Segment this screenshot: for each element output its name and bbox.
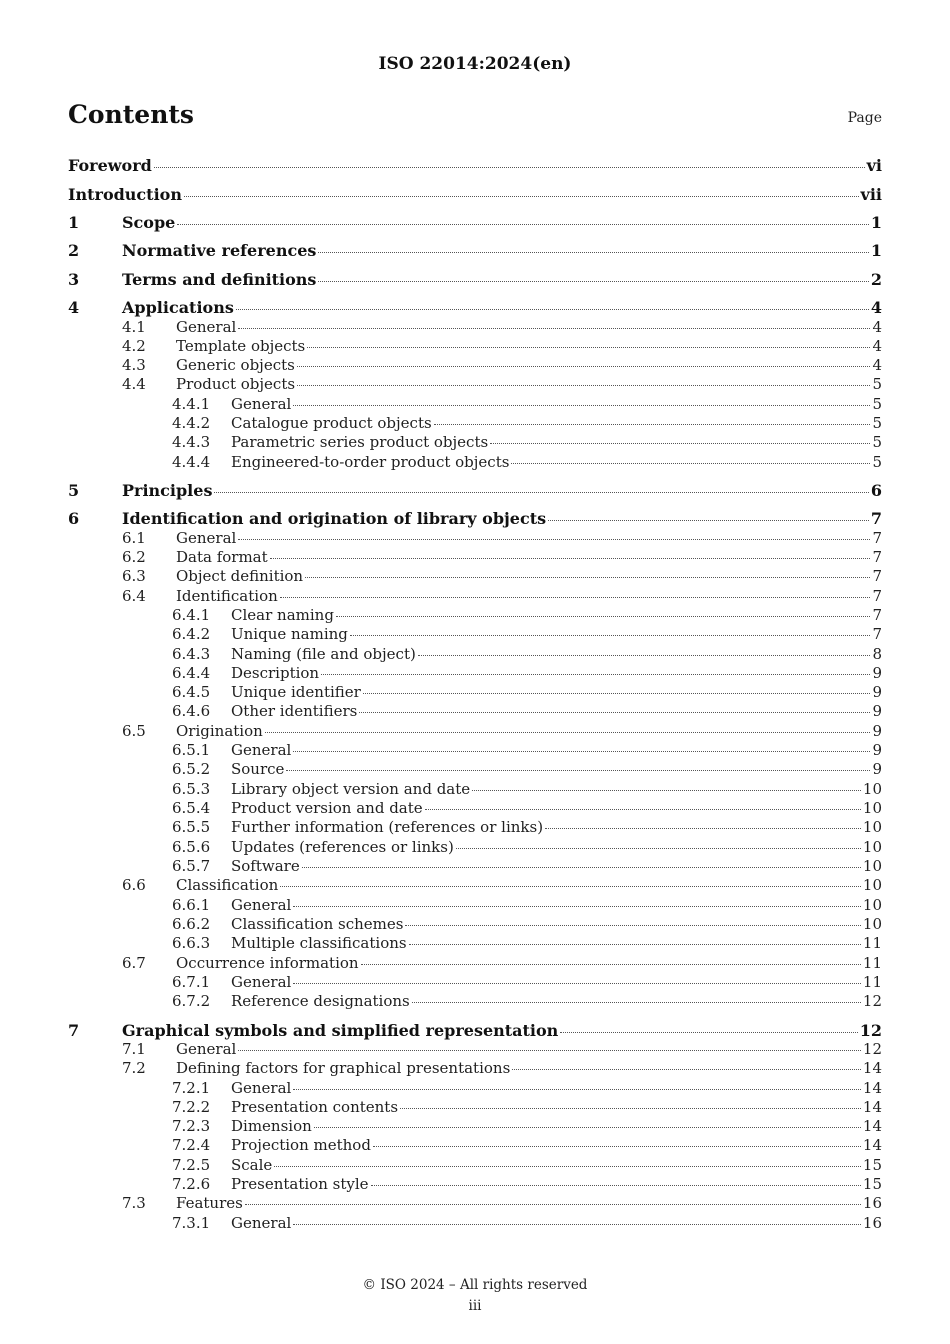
toc-entry[interactable] (68, 1040, 882, 1059)
toc-entry-page: 11 (862, 973, 882, 991)
dot-leader (321, 674, 870, 675)
toc-entry[interactable] (68, 934, 882, 953)
toc-entry-page: 10 (862, 838, 882, 856)
toc-entry-page: 14 (862, 1117, 882, 1135)
toc-entry-title: Generic objects (176, 356, 295, 374)
dot-leader (456, 848, 861, 849)
toc-entry-title: Scope (122, 213, 176, 232)
dot-leader (236, 309, 869, 310)
toc-entry[interactable] (68, 1098, 882, 1117)
page-number: iii (468, 1298, 482, 1314)
toc-entry-page: vi (866, 156, 882, 175)
dot-leader (265, 732, 871, 733)
toc-entry[interactable] (68, 722, 882, 741)
toc-entry[interactable] (68, 1214, 882, 1233)
toc-entry-title: Identification and origination of library objects (122, 509, 547, 528)
toc-entry-number: 4 (68, 298, 80, 317)
toc-entry[interactable] (68, 857, 882, 876)
dot-leader (238, 539, 870, 540)
toc-entry[interactable] (68, 1194, 882, 1213)
toc-entry-title: Template objects (176, 337, 306, 355)
dot-leader (297, 366, 871, 367)
dot-leader (302, 867, 861, 868)
toc-entry[interactable] (68, 433, 882, 452)
toc-entry[interactable] (68, 356, 882, 375)
toc-entry[interactable] (68, 625, 882, 644)
toc-entry-page: 11 (862, 934, 882, 952)
dot-leader (307, 347, 870, 348)
dot-leader (336, 616, 871, 617)
toc-entry-number: 6.7.1 (172, 973, 211, 991)
toc-entry[interactable] (68, 915, 882, 934)
dot-leader (280, 597, 871, 598)
toc-entry-title: General (231, 741, 292, 759)
toc-entry-number: 7.2.1 (172, 1079, 211, 1097)
toc-entry-title: Presentation style (231, 1175, 369, 1193)
dot-leader (184, 196, 859, 197)
toc-entry-page: 9 (872, 664, 882, 682)
toc-entry[interactable] (68, 838, 882, 857)
toc-entry-title: Updates (references or links) (231, 838, 454, 856)
dot-leader (154, 167, 865, 168)
toc-entry-number: 7.3 (122, 1194, 146, 1212)
toc-entry-title: Source (231, 760, 285, 778)
toc-entry-number: 7.2.6 (172, 1175, 211, 1193)
toc-entry-title: General (231, 973, 292, 991)
toc-entry-title: Product objects (176, 375, 296, 393)
toc-entry-page: 12 (862, 1040, 882, 1058)
dot-leader (318, 281, 868, 282)
toc-entry-page: 4 (870, 298, 882, 317)
toc-entry-number: 6.4.4 (172, 664, 211, 682)
toc-entry[interactable] (68, 453, 882, 472)
toc-entry-number: 4.4.1 (172, 395, 211, 413)
toc-entry[interactable] (68, 270, 882, 289)
toc-entry[interactable] (68, 645, 882, 664)
toc-entry-title: Classification schemes (231, 915, 404, 933)
toc-entry-number: 7.2.4 (172, 1136, 211, 1154)
toc-entry-title: Scale (231, 1156, 273, 1174)
toc-entry-number: 5 (68, 481, 80, 500)
dot-leader (418, 655, 871, 656)
toc-entry-number: 6.6.1 (172, 896, 211, 914)
toc-entry-number: 7.2.3 (172, 1117, 211, 1135)
dot-leader (293, 405, 870, 406)
toc-entry[interactable] (68, 1175, 882, 1194)
toc-entry-page: 12 (859, 1021, 882, 1040)
toc-entry-title: General (231, 395, 292, 413)
toc-entry-page: 4 (872, 318, 882, 336)
toc-entry[interactable] (68, 780, 882, 799)
toc-entry-title: Graphical symbols and simplified representation (122, 1021, 559, 1040)
toc-entry-number: 6.4.5 (172, 683, 211, 701)
toc-entry-page: 14 (862, 1059, 882, 1077)
toc-entry[interactable] (68, 481, 882, 500)
toc-entry-title: Origination (176, 722, 263, 740)
copyright-footer: © ISO 2024 – All rights reserved (362, 1277, 588, 1293)
toc-entry[interactable] (68, 1136, 882, 1155)
toc-entry-page: 5 (872, 414, 882, 432)
toc-entry-page: 10 (862, 915, 882, 933)
toc-entry-title: Terms and definitions (122, 270, 317, 289)
toc-entry-page: 15 (862, 1175, 882, 1193)
toc-entry[interactable] (68, 799, 882, 818)
toc-entry[interactable] (68, 414, 882, 433)
toc-entry[interactable] (68, 529, 882, 548)
toc-entry-page: 14 (862, 1079, 882, 1097)
toc-entry-title: Further information (references or links) (231, 818, 544, 836)
toc-entry-page: 7 (872, 587, 882, 605)
toc-entry[interactable] (68, 156, 882, 175)
toc-entry[interactable] (68, 375, 882, 394)
toc-entry-number: 6.5.6 (172, 838, 211, 856)
toc-entry-title: Identification (176, 587, 278, 605)
toc-entry-title: General (176, 529, 237, 547)
dot-leader (238, 1050, 861, 1051)
toc-entry-number: 6.4.1 (172, 606, 211, 624)
toc-entry-page: 5 (872, 433, 882, 451)
toc-entry[interactable] (68, 548, 882, 567)
toc-entry-number: 6.4.2 (172, 625, 211, 643)
toc-entry-page: 7 (872, 529, 882, 547)
toc-entry-title: Features (176, 1194, 243, 1212)
toc-entry-title: Dimension (231, 1117, 312, 1135)
dot-leader (293, 1089, 861, 1090)
toc-entry-title: General (231, 1214, 292, 1232)
toc-entry[interactable] (68, 896, 882, 915)
toc-entry-page: 10 (862, 799, 882, 817)
toc-entry-page: 7 (872, 625, 882, 643)
dot-leader (274, 1166, 861, 1167)
toc-entry-page: 9 (872, 683, 882, 701)
dot-leader (490, 443, 870, 444)
document-id-header: ISO 22014:2024(en) (378, 54, 572, 74)
toc-entry[interactable] (68, 760, 882, 779)
toc-entry-number: 6.1 (122, 529, 146, 547)
toc-entry-title: General (231, 896, 292, 914)
dot-leader (245, 1204, 861, 1205)
toc-entry-page: 1 (870, 241, 882, 260)
dot-leader (361, 964, 861, 965)
toc-entry-title: Occurrence information (176, 954, 359, 972)
toc-entry-page: 15 (862, 1156, 882, 1174)
toc-entry-title: Naming (file and object) (231, 645, 416, 663)
toc-entry-title: Catalogue product objects (231, 414, 432, 432)
toc-entry-page: 5 (872, 395, 882, 413)
dot-leader (472, 790, 861, 791)
toc-entry-number: 1 (68, 213, 80, 232)
dot-leader (238, 328, 870, 329)
page-column-label: Page (847, 110, 882, 126)
toc-entry-number: 4.1 (122, 318, 146, 336)
toc-entry-page: 10 (862, 857, 882, 875)
toc-entry-page: 4 (872, 356, 882, 374)
toc-entry[interactable] (68, 683, 882, 702)
toc-entry[interactable] (68, 1079, 882, 1098)
toc-entry[interactable] (68, 1021, 882, 1040)
toc-entry-title: Engineered-to-order product objects (231, 453, 510, 471)
toc-entry-page: 16 (862, 1194, 882, 1212)
dot-leader (545, 828, 861, 829)
toc-entry[interactable] (68, 876, 882, 895)
toc-entry[interactable] (68, 241, 882, 260)
dot-leader (412, 1002, 861, 1003)
toc-entry-number: 7.2.5 (172, 1156, 211, 1174)
toc-entry-number: 6.5.3 (172, 780, 211, 798)
toc-entry-title: Principles (122, 481, 213, 500)
dot-leader (359, 712, 870, 713)
dot-leader (293, 983, 861, 984)
toc-entry-number: 7.1 (122, 1040, 146, 1058)
dot-leader (363, 693, 871, 694)
toc-entry-title: Reference designations (231, 992, 410, 1010)
dot-leader (293, 751, 870, 752)
toc-entry[interactable] (68, 213, 882, 232)
toc-entry-number: 6.6 (122, 876, 146, 894)
toc-entry-title: Object definition (176, 567, 304, 585)
toc-entry[interactable] (68, 337, 882, 356)
toc-entry-page: 4 (872, 337, 882, 355)
toc-entry-number: 6.5.4 (172, 799, 211, 817)
toc-entry-number: 4.4.3 (172, 433, 211, 451)
toc-entry[interactable] (68, 509, 882, 528)
toc-entry-page: 7 (872, 548, 882, 566)
toc-entry[interactable] (68, 664, 882, 683)
toc-entry-number: 6 (68, 509, 80, 528)
dot-leader (286, 770, 870, 771)
toc-entry-title: Multiple classifications (231, 934, 407, 952)
dot-leader (318, 252, 868, 253)
toc-entry-number: 6.6.3 (172, 934, 211, 952)
toc-entry[interactable] (68, 587, 882, 606)
toc-entry-page: 10 (862, 818, 882, 836)
toc-entry-title: Normative references (122, 241, 317, 260)
toc-entry-title: General (176, 1040, 237, 1058)
toc-entry[interactable] (68, 1156, 882, 1175)
dot-leader (305, 577, 870, 578)
toc-entry-title: Introduction (68, 185, 182, 204)
toc-entry-page: 9 (872, 741, 882, 759)
toc-entry-page: 1 (870, 213, 882, 232)
toc-entry-page: 9 (872, 722, 882, 740)
toc-entry-number: 6.5.7 (172, 857, 211, 875)
toc-entry-title: General (231, 1079, 292, 1097)
toc-entry-page: 10 (862, 780, 882, 798)
toc-entry-page: 7 (870, 509, 882, 528)
toc-entry-number: 7.3.1 (172, 1214, 211, 1232)
toc-entry-title: Defining factors for graphical presentations (176, 1059, 511, 1077)
toc-entry-page: 10 (862, 896, 882, 914)
toc-entry-page: 12 (862, 992, 882, 1010)
toc-entry-title: Other identifiers (231, 702, 358, 720)
dot-leader (314, 1127, 861, 1128)
toc-entry-number: 3 (68, 270, 80, 289)
toc-entry-page: 8 (872, 645, 882, 663)
dot-leader (511, 463, 870, 464)
toc-entry-title: Projection method (231, 1136, 371, 1154)
toc-entry-number: 6.7 (122, 954, 146, 972)
dot-leader (560, 1032, 857, 1033)
toc-entry[interactable] (68, 818, 882, 837)
toc-entry-page: 10 (862, 876, 882, 894)
dot-leader (434, 424, 871, 425)
toc-entry[interactable] (68, 395, 882, 414)
toc-entry[interactable] (68, 606, 882, 625)
dot-leader (512, 1069, 861, 1070)
dot-leader (214, 492, 868, 493)
toc-entry-title: Classification (176, 876, 279, 894)
toc-entry-number: 6.5.1 (172, 741, 211, 759)
toc-entry-page: 16 (862, 1214, 882, 1232)
toc-entry-title: Library object version and date (231, 780, 471, 798)
dot-leader (293, 906, 861, 907)
toc-entry[interactable] (68, 1117, 882, 1136)
dot-leader (409, 944, 861, 945)
toc-entry-number: 6.4 (122, 587, 146, 605)
toc-entry-title: Description (231, 664, 320, 682)
dot-leader (405, 925, 860, 926)
toc-entry-number: 4.4 (122, 375, 146, 393)
toc-entry-title: Unique identifier (231, 683, 361, 701)
toc-entry-number: 2 (68, 241, 80, 260)
toc-entry-page: 7 (872, 606, 882, 624)
toc-entry-title: Data format (176, 548, 268, 566)
toc-entry-number: 7.2 (122, 1059, 146, 1077)
toc-entry[interactable] (68, 954, 882, 973)
dot-leader (280, 886, 861, 887)
toc-entry-number: 6.4.3 (172, 645, 211, 663)
toc-entry-number: 4.4.4 (172, 453, 211, 471)
toc-entry-number: 7 (68, 1021, 80, 1040)
dot-leader (373, 1146, 861, 1147)
toc-entry-number: 6.4.6 (172, 702, 211, 720)
toc-entry[interactable] (68, 741, 882, 760)
dot-leader (270, 558, 871, 559)
toc-entry-title: Foreword (68, 156, 152, 175)
toc-entry-number: 6.3 (122, 567, 146, 585)
toc-entry-page: 9 (872, 760, 882, 778)
toc-entry-page: 5 (872, 375, 882, 393)
toc-entry-number: 6.6.2 (172, 915, 211, 933)
toc-entry[interactable] (68, 973, 882, 992)
toc-entry-number: 6.2 (122, 548, 146, 566)
toc-entry[interactable] (68, 567, 882, 586)
toc-entry-title: Software (231, 857, 300, 875)
toc-entry-number: 4.3 (122, 356, 146, 374)
toc-entry-page: 7 (872, 567, 882, 585)
toc-entry[interactable] (68, 185, 882, 204)
toc-entry-number: 6.5.2 (172, 760, 211, 778)
toc-entry-title: Applications (122, 298, 234, 317)
dot-leader (350, 635, 871, 636)
toc-entry[interactable] (68, 992, 882, 1011)
dot-leader (548, 520, 869, 521)
toc-entry-title: Clear naming (231, 606, 334, 624)
toc-entry-number: 4.4.2 (172, 414, 211, 432)
toc-entry-page: 14 (862, 1136, 882, 1154)
toc-entry-page: 6 (870, 481, 882, 500)
dot-leader (425, 809, 861, 810)
contents-heading: Contents (68, 100, 195, 129)
dot-leader (293, 1224, 861, 1225)
toc-entry[interactable] (68, 1059, 882, 1078)
toc-entry[interactable] (68, 318, 882, 337)
dot-leader (400, 1108, 861, 1109)
toc-entry-number: 6.5 (122, 722, 146, 740)
toc-entry-page: 9 (872, 702, 882, 720)
toc-entry-number: 6.5.5 (172, 818, 211, 836)
dot-leader (297, 385, 870, 386)
toc-entry-page: 14 (862, 1098, 882, 1116)
toc-entry-page: 11 (862, 954, 882, 972)
toc-entry-number: 6.7.2 (172, 992, 211, 1010)
toc-entry-number: 7.2.2 (172, 1098, 211, 1116)
toc-entry-title: Unique naming (231, 625, 348, 643)
toc-entry[interactable] (68, 702, 882, 721)
dot-leader (371, 1185, 861, 1186)
toc-entry[interactable] (68, 298, 882, 317)
toc-entry-title: Product version and date (231, 799, 423, 817)
toc-entry-page: 5 (872, 453, 882, 471)
toc-entry-page: vii (860, 185, 882, 204)
toc-entry-number: 4.2 (122, 337, 146, 355)
toc-entry-title: Presentation contents (231, 1098, 399, 1116)
dot-leader (177, 224, 869, 225)
toc-entry-title: General (176, 318, 237, 336)
toc-entry-title: Parametric series product objects (231, 433, 489, 451)
toc-entry-page: 2 (870, 270, 882, 289)
